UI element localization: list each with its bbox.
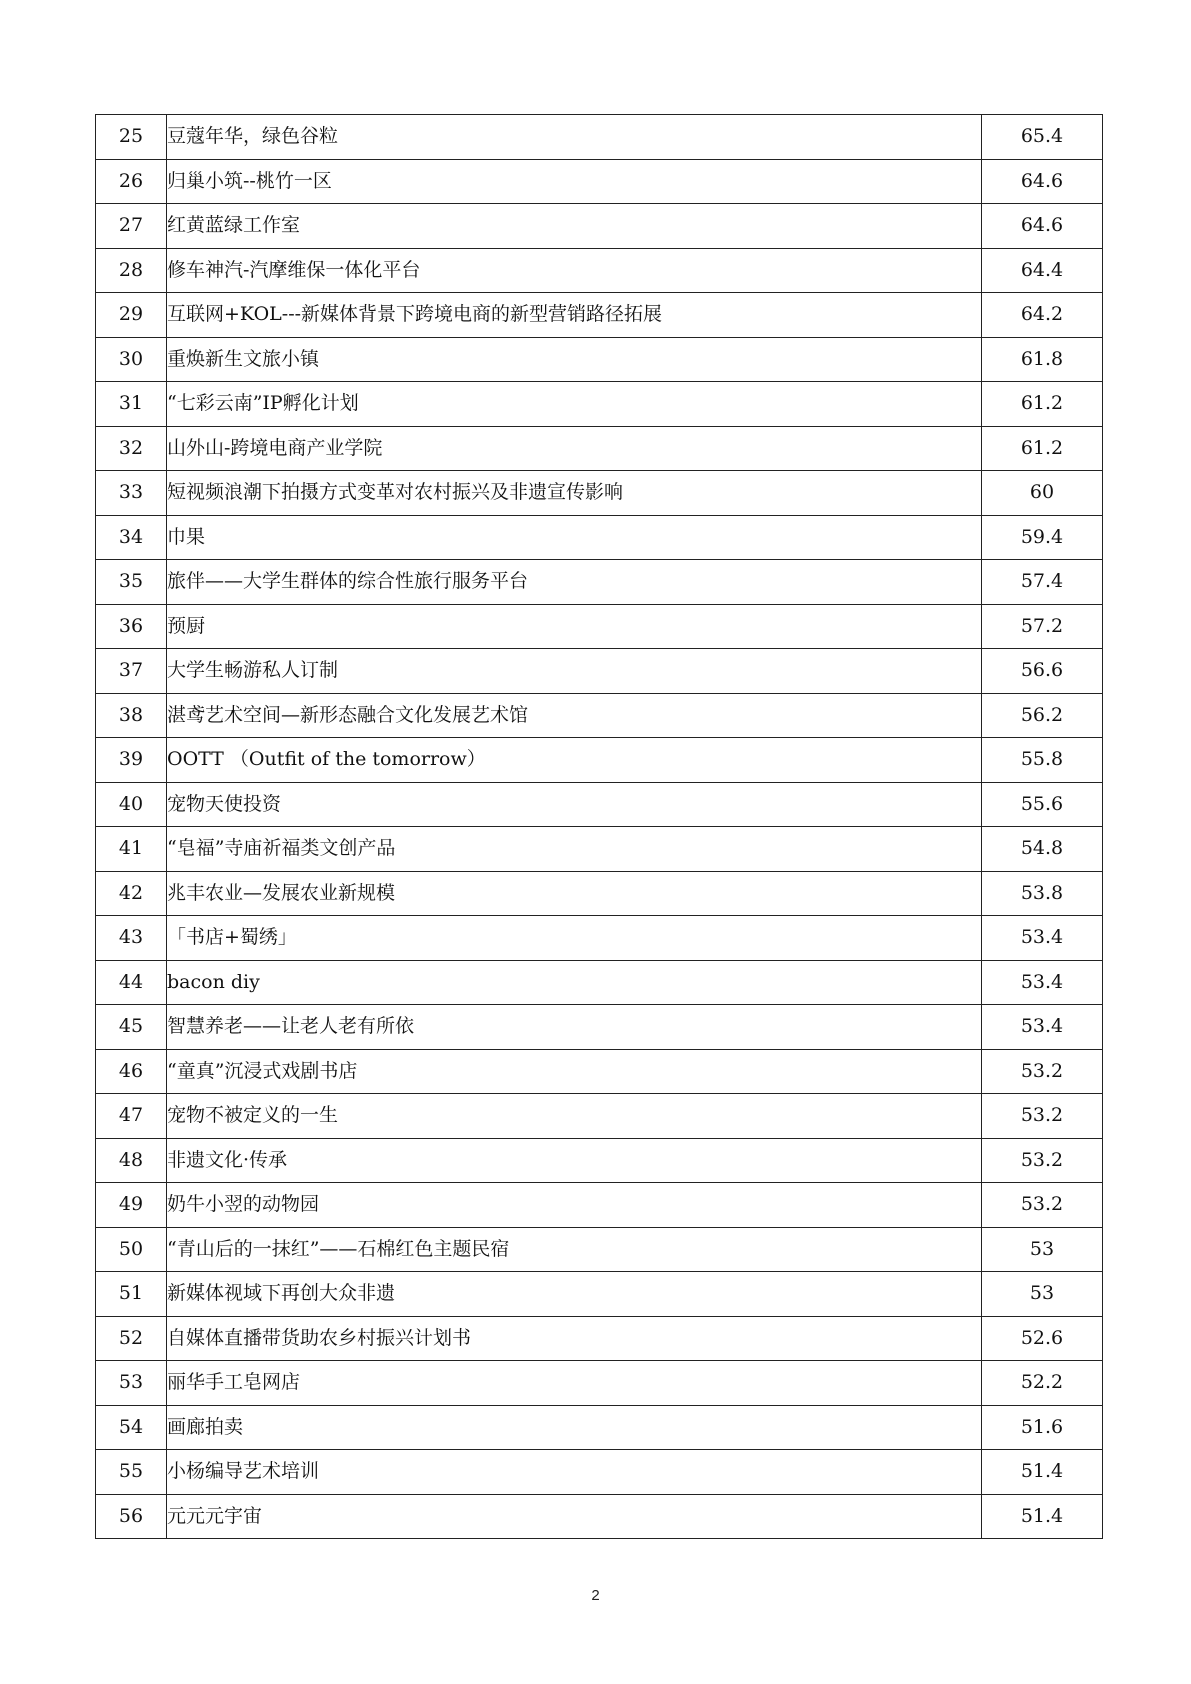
results-table-body [96, 115, 1103, 1539]
rank-cell: 48 [96, 1138, 167, 1183]
score-cell: 53.2 [982, 1183, 1103, 1228]
project-name-cell: 豆蔻年华，绿色谷粒 [167, 115, 982, 160]
project-name-cell: 湛鸢艺术空间—新形态融合文化发展艺术馆 [167, 693, 982, 738]
table-row [96, 871, 1103, 916]
score-cell: 55.8 [982, 738, 1103, 783]
rank-cell: 56 [96, 1494, 167, 1539]
project-name-cell: 智慧养老——让老人老有所依 [167, 1005, 982, 1050]
rank-cell: 54 [96, 1405, 167, 1450]
table-row [96, 337, 1103, 382]
rank-cell: 38 [96, 693, 167, 738]
results-table [95, 114, 1103, 1539]
table-row [96, 248, 1103, 293]
score-cell: 64.6 [982, 204, 1103, 249]
table-row [96, 293, 1103, 338]
project-name-cell: 红黄蓝绿工作室 [167, 204, 982, 249]
score-cell: 53 [982, 1272, 1103, 1317]
project-name-cell: 预厨 [167, 604, 982, 649]
table-row [96, 515, 1103, 560]
project-name-cell: 画廊拍卖 [167, 1405, 982, 1450]
project-name-cell: 自媒体直播带货助农乡村振兴计划书 [167, 1316, 982, 1361]
score-cell: 53.4 [982, 960, 1103, 1005]
score-cell: 52.6 [982, 1316, 1103, 1361]
table-row [96, 1005, 1103, 1050]
table-row [96, 738, 1103, 783]
project-name-cell: 巾果 [167, 515, 982, 560]
rank-cell: 51 [96, 1272, 167, 1317]
rank-cell: 30 [96, 337, 167, 382]
score-cell: 59.4 [982, 515, 1103, 560]
project-name-cell: “青山后的一抹红”——石棉红色主题民宿 [167, 1227, 982, 1272]
table-row [96, 1316, 1103, 1361]
score-cell: 61.8 [982, 337, 1103, 382]
project-name-cell: 奶牛小翌的动物园 [167, 1183, 982, 1228]
table-row [96, 159, 1103, 204]
table-row [96, 1049, 1103, 1094]
project-name-cell: 「书店+蜀绣」 [167, 916, 982, 961]
table-row [96, 1494, 1103, 1539]
score-cell: 53.2 [982, 1049, 1103, 1094]
project-name-cell: 非遗文化·传承 [167, 1138, 982, 1183]
score-cell: 61.2 [982, 382, 1103, 427]
project-name-cell: 新媒体视域下再创大众非遗 [167, 1272, 982, 1317]
table-row [96, 827, 1103, 872]
page-number: 2 [591, 1587, 600, 1604]
table-row [96, 204, 1103, 249]
table-row [96, 382, 1103, 427]
score-cell: 51.4 [982, 1494, 1103, 1539]
score-cell: 53.2 [982, 1138, 1103, 1183]
rank-cell: 40 [96, 782, 167, 827]
rank-cell: 55 [96, 1450, 167, 1495]
table-row [96, 1138, 1103, 1183]
rank-cell: 27 [96, 204, 167, 249]
table-row [96, 604, 1103, 649]
project-name-cell: “童真”沉浸式戏剧书店 [167, 1049, 982, 1094]
rank-cell: 29 [96, 293, 167, 338]
table-row [96, 426, 1103, 471]
score-cell: 56.6 [982, 649, 1103, 694]
project-name-cell: 重焕新生文旅小镇 [167, 337, 982, 382]
rank-cell: 45 [96, 1005, 167, 1050]
score-cell: 53.4 [982, 916, 1103, 961]
table-row [96, 1227, 1103, 1272]
rank-cell: 52 [96, 1316, 167, 1361]
rank-cell: 44 [96, 960, 167, 1005]
rank-cell: 31 [96, 382, 167, 427]
rank-cell: 43 [96, 916, 167, 961]
project-name-cell: 兆丰农业—发展农业新规模 [167, 871, 982, 916]
table-row [96, 1361, 1103, 1406]
score-cell: 54.8 [982, 827, 1103, 872]
rank-cell: 41 [96, 827, 167, 872]
rank-cell: 47 [96, 1094, 167, 1139]
rank-cell: 50 [96, 1227, 167, 1272]
project-name-cell: 丽华手工皂网店 [167, 1361, 982, 1406]
project-name-cell: “七彩云南”IP孵化计划 [167, 382, 982, 427]
score-cell: 53 [982, 1227, 1103, 1272]
table-row [96, 115, 1103, 160]
table-row [96, 1450, 1103, 1495]
rank-cell: 36 [96, 604, 167, 649]
table-row [96, 560, 1103, 605]
table-row [96, 649, 1103, 694]
score-cell: 51.6 [982, 1405, 1103, 1450]
table-row [96, 960, 1103, 1005]
score-cell: 61.2 [982, 426, 1103, 471]
project-name-cell: 短视频浪潮下拍摄方式变革对农村振兴及非遗宣传影响 [167, 471, 982, 516]
table-row [96, 916, 1103, 961]
rank-cell: 37 [96, 649, 167, 694]
score-cell: 64.2 [982, 293, 1103, 338]
score-cell: 53.2 [982, 1094, 1103, 1139]
rank-cell: 25 [96, 115, 167, 160]
project-name-cell: 修车神汽-汽摩维保一体化平台 [167, 248, 982, 293]
rank-cell: 32 [96, 426, 167, 471]
score-cell: 64.4 [982, 248, 1103, 293]
project-name-cell: 互联网+KOL---新媒体背景下跨境电商的新型营销路径拓展 [167, 293, 982, 338]
rank-cell: 33 [96, 471, 167, 516]
rank-cell: 28 [96, 248, 167, 293]
project-name-cell: 宠物不被定义的一生 [167, 1094, 982, 1139]
table-row [96, 1272, 1103, 1317]
table-row [96, 1094, 1103, 1139]
project-name-cell: 山外山-跨境电商产业学院 [167, 426, 982, 471]
rank-cell: 34 [96, 515, 167, 560]
rank-cell: 46 [96, 1049, 167, 1094]
table-row [96, 782, 1103, 827]
rank-cell: 42 [96, 871, 167, 916]
score-cell: 64.6 [982, 159, 1103, 204]
table-row [96, 471, 1103, 516]
rank-cell: 39 [96, 738, 167, 783]
project-name-cell: 归巢小筑--桃竹一区 [167, 159, 982, 204]
rank-cell: 49 [96, 1183, 167, 1228]
project-name-cell: bacon diy [167, 960, 982, 1005]
project-name-cell: OOTT （Outfit of the tomorrow） [167, 738, 982, 783]
table-row [96, 1405, 1103, 1450]
rank-cell: 53 [96, 1361, 167, 1406]
table-row [96, 1183, 1103, 1228]
score-cell: 65.4 [982, 115, 1103, 160]
score-cell: 56.2 [982, 693, 1103, 738]
score-cell: 51.4 [982, 1450, 1103, 1495]
score-cell: 60 [982, 471, 1103, 516]
rank-cell: 26 [96, 159, 167, 204]
project-name-cell: 大学生畅游私人订制 [167, 649, 982, 694]
project-name-cell: “皂福”寺庙祈福类文创产品 [167, 827, 982, 872]
score-cell: 57.4 [982, 560, 1103, 605]
project-name-cell: 宠物天使投资 [167, 782, 982, 827]
project-name-cell: 旅伴——大学生群体的综合性旅行服务平台 [167, 560, 982, 605]
project-name-cell: 元元元宇宙 [167, 1494, 982, 1539]
table-row [96, 693, 1103, 738]
score-cell: 55.6 [982, 782, 1103, 827]
project-name-cell: 小杨编导艺术培训 [167, 1450, 982, 1495]
rank-cell: 35 [96, 560, 167, 605]
score-cell: 53.8 [982, 871, 1103, 916]
score-cell: 52.2 [982, 1361, 1103, 1406]
score-cell: 53.4 [982, 1005, 1103, 1050]
score-cell: 57.2 [982, 604, 1103, 649]
